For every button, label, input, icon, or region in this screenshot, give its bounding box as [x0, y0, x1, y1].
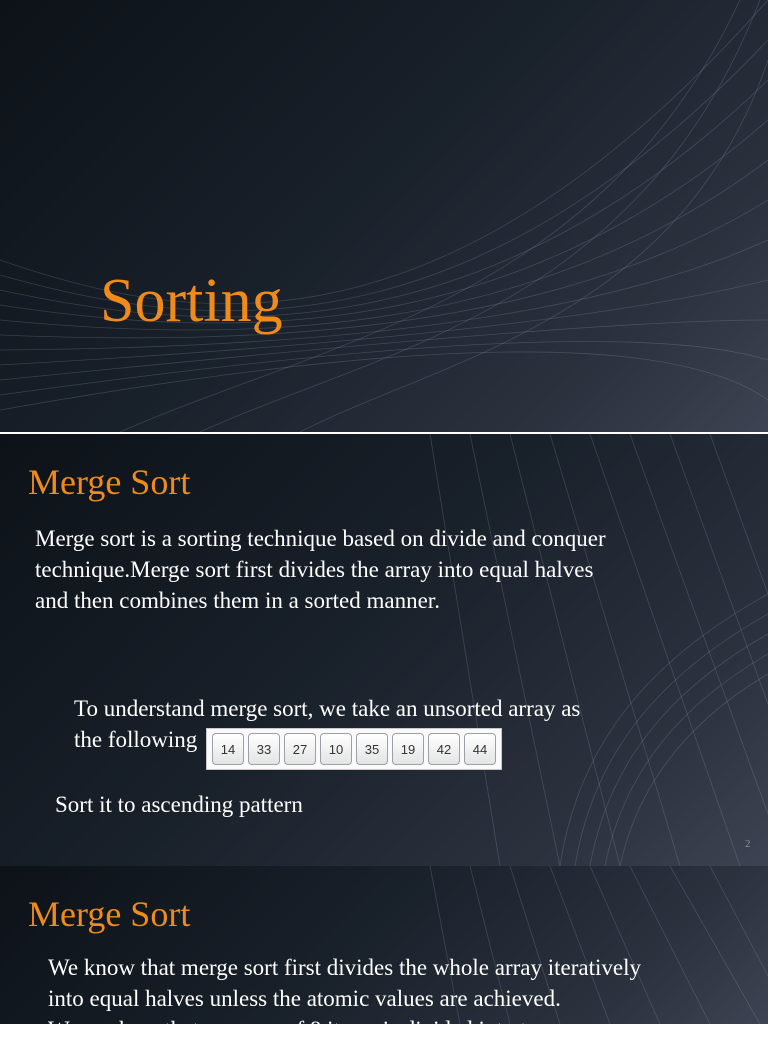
title-slide	[0, 0, 768, 432]
array-cell: 19	[392, 733, 424, 765]
array-cell: 10	[320, 733, 352, 765]
slide-heading: Merge Sort	[28, 894, 191, 934]
array-cell: 14	[212, 733, 244, 765]
slide-number: 2	[745, 838, 751, 850]
merge-sort-slide	[0, 434, 768, 866]
array-cell: 35	[356, 733, 388, 765]
merge-sort-slide-continued	[0, 866, 768, 1042]
body-line: technique.Merge sort first divides the array into equal halves	[35, 557, 594, 582]
slide-title: Sorting	[100, 267, 283, 335]
slide-instruction: Sort it to ascending pattern	[55, 792, 303, 817]
slide-background-lines	[0, 0, 768, 432]
array-cell: 33	[248, 733, 280, 765]
slide-heading: Merge Sort	[28, 462, 191, 502]
slide-body	[48, 952, 748, 1045]
array-cell: 44	[464, 733, 496, 765]
body-line: into equal halves unless the atomic values are achieved.	[48, 986, 561, 1011]
intro-line: the following	[74, 727, 198, 752]
array-cell: 42	[428, 733, 460, 765]
body-line: We see here that an array of 8 items is divided into two arrays	[48, 1017, 617, 1042]
body-line: and then combines them in a sorted manner.	[35, 588, 440, 613]
body-line: We know that merge sort first divides the whole array iteratively	[48, 955, 641, 980]
slide-body	[35, 523, 735, 616]
body-line: Merge sort is a sorting technique based on divide and conquer	[35, 526, 606, 551]
array-cell: 27	[284, 733, 316, 765]
array-diagram	[206, 728, 502, 770]
intro-line: To understand merge sort, we take an unsorted array as	[74, 696, 581, 721]
